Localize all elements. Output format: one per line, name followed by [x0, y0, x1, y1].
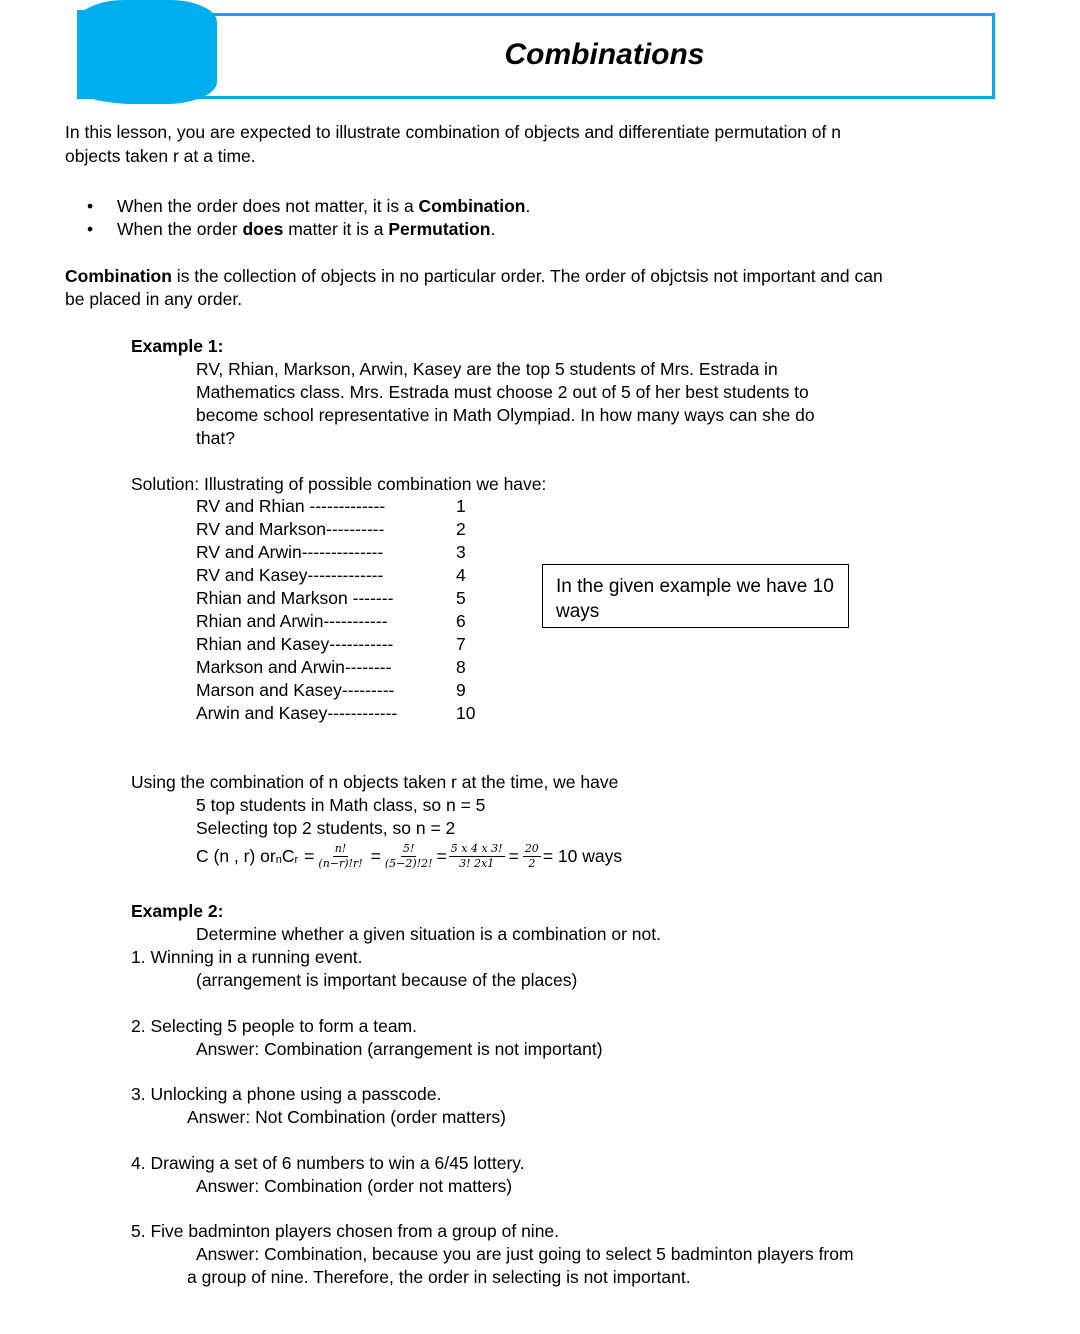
pair-label: Rhian and Arwin----------- — [196, 611, 388, 631]
bullet-bold: Permutation — [388, 219, 491, 239]
pair-label: RV and Rhian ------------- — [196, 496, 386, 516]
fraction-expanded — [449, 842, 505, 871]
pair-label: Arwin and Kasey------------ — [196, 703, 398, 723]
answer: Answer: Combination (order not matters) — [196, 1176, 513, 1196]
bullet-bold: Combination — [418, 196, 526, 216]
fraction-denominator: (5−2)!2! — [384, 856, 433, 870]
page-title: Combinations — [504, 38, 705, 71]
fraction-denominator: 2 — [528, 856, 536, 870]
pair-label: RV and Markson---------- — [196, 519, 385, 539]
solution-intro: Solution: Illustrating of possible combination we have: — [131, 474, 547, 494]
pair-label: Rhian and Kasey----------- — [196, 634, 394, 654]
intro-line-1: In this lesson, you are expected to illustrate combination of objects and differentiate permutation of n — [65, 122, 841, 142]
formula-c: C — [281, 845, 295, 866]
formula-equals: = — [508, 845, 519, 866]
example-1-heading: Example 1: — [131, 336, 224, 356]
definition-term: Combination — [65, 266, 172, 286]
formula-lhs: C (n , r) or — [196, 845, 276, 866]
definition-line-1 — [65, 265, 883, 288]
bullet-text: When the order does not matter, it is a — [117, 196, 419, 216]
formula-equals: = — [436, 845, 447, 866]
question: 5. Five badminton players chosen from a group of nine. — [131, 1221, 560, 1241]
pair-number: 1 — [456, 496, 466, 516]
answer: Answer: Combination, because you are just going to select 5 badminton players from — [196, 1244, 854, 1264]
example-2-heading: Example 2: — [131, 901, 224, 921]
answer: Answer: Not Combination (order matters) — [187, 1107, 506, 1127]
pair-number: 4 — [456, 565, 466, 585]
bullet-permutation — [117, 218, 495, 241]
fraction-simplified — [523, 842, 541, 871]
pair-label: Markson and Arwin-------- — [196, 657, 392, 677]
pair-number: 9 — [456, 680, 466, 700]
definition-line-2: be placed in any order. — [65, 289, 243, 309]
formula-subscript-r: r — [294, 853, 299, 866]
using-line: Using the combination of n objects taken r at the time, we have — [131, 772, 619, 792]
bullet-bold: does — [242, 219, 284, 239]
pair-label: Rhian and Markson ------- — [196, 588, 394, 608]
fraction-numerator: 5! — [403, 841, 415, 855]
fraction-numerator: 20 — [524, 841, 539, 855]
formula-result: = 10 ways — [542, 845, 623, 866]
fraction-substituted — [383, 842, 435, 871]
example-2-intro: Determine whether a given situation is a combination or not. — [196, 924, 661, 944]
intro-line-2: objects taken r at a time. — [65, 146, 256, 166]
bullet-combination — [117, 195, 530, 218]
example-1-line: become school representative in Math Olympiad. In how many ways can she do — [196, 405, 815, 425]
pair-label: RV and Arwin-------------- — [196, 542, 384, 562]
fraction-numerator: n! — [334, 841, 347, 855]
combination-formula — [196, 836, 622, 876]
formula-subscript-n: n — [275, 853, 282, 866]
question: 2. Selecting 5 people to form a team. — [131, 1016, 417, 1036]
pair-number: 10 — [456, 703, 476, 723]
formula-equals: = — [304, 845, 315, 866]
question: 3. Unlocking a phone using a passcode. — [131, 1084, 442, 1104]
fraction-denominator: (n−r)!r! — [318, 856, 363, 870]
pair-number: 2 — [456, 519, 466, 539]
title-tab-fill — [77, 10, 147, 96]
fraction-general — [316, 842, 364, 871]
bullet-text: . — [525, 196, 531, 216]
answer-continued: a group of nine. Therefore, the order in selecting is not important. — [187, 1267, 691, 1287]
pair-number: 8 — [456, 657, 466, 677]
bullet-text: . — [490, 219, 496, 239]
note-box: In the given example we have 10 ways — [542, 564, 849, 628]
fraction-denominator: 3! 2x1 — [459, 856, 495, 870]
r-line: Selecting top 2 students, so n = 2 — [196, 818, 456, 838]
pair-number: 7 — [456, 634, 466, 654]
pair-label: Marson and Kasey--------- — [196, 680, 395, 700]
pair-label: RV and Kasey------------- — [196, 565, 384, 585]
pair-number: 6 — [456, 611, 466, 631]
answer: Answer: Combination (arrangement is not important) — [196, 1039, 603, 1059]
question: 4. Drawing a set of 6 numbers to win a 6/45 lottery. — [131, 1153, 525, 1173]
bullet-text: When the order — [117, 219, 243, 239]
example-1-line: Mathematics class. Mrs. Estrada must choose 2 out of 5 of her best students to — [196, 382, 809, 402]
example-1-line: RV, Rhian, Markson, Arwin, Kasey are the top 5 students of Mrs. Estrada in — [196, 359, 778, 379]
answer: (arrangement is important because of the places) — [196, 970, 578, 990]
fraction-numerator: 5 x 4 x 3! — [450, 841, 503, 855]
definition-text: is the collection of objects in no particular order. The order of objctsis not important and can — [171, 266, 883, 286]
question: 1. Winning in a running event. — [131, 947, 363, 967]
formula-equals: = — [370, 845, 381, 866]
example-1-line: that? — [196, 428, 235, 448]
pair-number: 5 — [456, 588, 466, 608]
n-line: 5 top students in Math class, so n = 5 — [196, 795, 486, 815]
pair-number: 3 — [456, 542, 466, 562]
bullet-text: matter it is a — [283, 219, 389, 239]
